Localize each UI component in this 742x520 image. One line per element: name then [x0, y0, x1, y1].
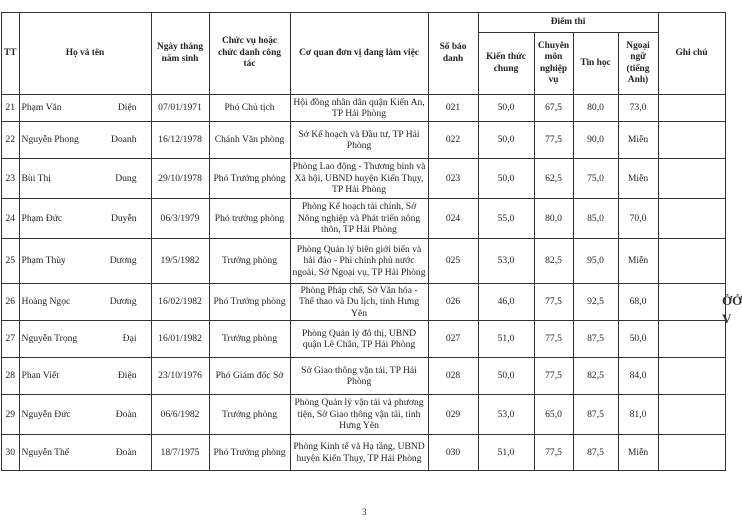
score-general: 50,0 — [478, 358, 534, 395]
row-position: Phó Trưởng phòng — [209, 284, 290, 321]
table-row — [2, 395, 726, 435]
row-notes — [658, 122, 725, 159]
row-agency: Sở Kế hoạch và Đầu tư, TP Hải Phòng — [290, 122, 428, 159]
table-row — [2, 159, 726, 199]
row-name — [19, 284, 151, 321]
row-tt: 29 — [2, 395, 20, 435]
score-general: 50,0 — [478, 159, 534, 199]
score-professional: 77,5 — [534, 122, 573, 159]
table-row — [2, 95, 726, 122]
given-name: Đoàn — [115, 408, 137, 420]
given-name: Duyễn — [110, 212, 137, 224]
surname: Phạm Thùy — [21, 255, 66, 267]
row-notes — [658, 395, 725, 435]
row-notes — [658, 358, 725, 395]
row-candidate-no: 027 — [428, 321, 478, 358]
surname: Hoàng Ngọc — [21, 296, 71, 308]
row-dob: 18/7/1975 — [151, 435, 209, 471]
given-name: Doanh — [110, 134, 137, 146]
surname: Nguyễn Phong — [21, 134, 79, 146]
table-row — [2, 122, 726, 159]
surname: Nguyễn Đức — [21, 408, 71, 420]
score-english: 50,0 — [618, 321, 658, 358]
header-general: Kiến thức chung — [478, 33, 534, 95]
row-tt: 23 — [2, 159, 20, 199]
score-general: 50,0 — [478, 122, 534, 159]
row-agency: Phòng Lao động - Thương binh và Xã hội, UBND huyện Kiến Thụy, TP Hải Phòng — [290, 159, 428, 199]
given-name: Đại — [122, 333, 137, 345]
candidate-score-table — [1, 12, 726, 471]
score-it: 85,0 — [573, 199, 618, 239]
header-notes: Ghi chú — [658, 13, 725, 95]
row-tt: 24 — [2, 199, 20, 239]
row-agency: Phòng Kế hoạch tài chính, Sở Nông nghiệp và Phát triển nông thôn, TP Hải Phòng — [290, 199, 428, 239]
surname: Nguyễn Trọng — [21, 333, 78, 345]
table-row — [2, 358, 726, 395]
given-name: Dương — [109, 296, 137, 308]
score-english: Miễn — [618, 239, 658, 284]
row-candidate-no: 021 — [428, 95, 478, 122]
row-dob: 29/10/1978 — [151, 159, 209, 199]
score-professional: 82,5 — [534, 239, 573, 284]
score-professional: 65,0 — [534, 395, 573, 435]
row-notes — [658, 159, 725, 199]
surname: Phạm Văn — [21, 102, 62, 114]
score-professional: 67,5 — [534, 95, 573, 122]
row-notes — [658, 284, 725, 321]
score-english: Miễn — [618, 159, 658, 199]
row-candidate-no: 028 — [428, 358, 478, 395]
header-english: Ngoại ngữ (tiếng Anh) — [618, 33, 658, 95]
table-row — [2, 321, 726, 358]
row-name — [19, 395, 151, 435]
score-it: 75,0 — [573, 159, 618, 199]
row-agency: Sở Giao thông vận tải, TP Hải Phòng — [290, 358, 428, 395]
row-candidate-no: 026 — [428, 284, 478, 321]
row-position: Phó Chủ tịch — [209, 95, 290, 122]
row-name — [19, 159, 151, 199]
header-it: Tin học — [573, 33, 618, 95]
score-it: 87,5 — [573, 435, 618, 471]
row-candidate-no: 022 — [428, 122, 478, 159]
score-english: Miễn — [618, 122, 658, 159]
row-position: Chánh Văn phòng — [209, 122, 290, 159]
score-general: 50,0 — [478, 95, 534, 122]
row-dob: 07/01/1971 — [151, 95, 209, 122]
row-dob: 06/3/1979 — [151, 199, 209, 239]
table-row — [2, 199, 726, 239]
score-it: 95,0 — [573, 239, 618, 284]
surname: Phạm Đức — [21, 212, 63, 224]
row-position: Phó Giám đốc Sở — [209, 358, 290, 395]
given-name: Điện — [117, 370, 137, 382]
row-dob: 19/5/1982 — [151, 239, 209, 284]
row-agency: Phòng Quản lý biên giới biển và hải đảo - Phi chính phủ nước ngoài, Sở Ngoại vụ, TP Hải Phòng — [290, 239, 428, 284]
stamp-fragment: ỞỞ V — [722, 293, 742, 326]
score-it: 80,0 — [573, 95, 618, 122]
row-tt: 26 — [2, 284, 20, 321]
score-english: 70,0 — [618, 199, 658, 239]
row-tt: 21 — [2, 95, 20, 122]
row-name — [19, 321, 151, 358]
given-name: Đoàn — [115, 446, 137, 458]
row-candidate-no: 023 — [428, 159, 478, 199]
score-it: 92,5 — [573, 284, 618, 321]
row-agency: Phòng Kinh tế và Hạ tầng, UBND huyện Kiến Thụy, TP Hải Phòng — [290, 435, 428, 471]
row-position: Trưởng phòng — [209, 395, 290, 435]
row-notes — [658, 321, 725, 358]
row-name — [19, 95, 151, 122]
row-dob: 16/01/1982 — [151, 321, 209, 358]
score-english: Miễn — [618, 435, 658, 471]
score-professional: 77,5 — [534, 321, 573, 358]
row-name — [19, 239, 151, 284]
row-dob: 16/02/1982 — [151, 284, 209, 321]
row-tt: 22 — [2, 122, 20, 159]
row-dob: 16/12/1978 — [151, 122, 209, 159]
row-agency: Hội đồng nhân dân quận Kiến An, TP Hải Phòng — [290, 95, 428, 122]
row-position: Trưởng phòng — [209, 239, 290, 284]
row-candidate-no: 030 — [428, 435, 478, 471]
row-agency: Phòng Pháp chế, Sở Văn hóa - Thể thao và Du lịch, tỉnh Hưng Yên — [290, 284, 428, 321]
score-general: 53,0 — [478, 395, 534, 435]
header-candidate-no: Số báo danh — [428, 13, 478, 95]
row-dob: 23/10/1976 — [151, 358, 209, 395]
surname: Nguyễn Thế — [21, 446, 70, 458]
score-it: 87,5 — [573, 321, 618, 358]
header-scores: Điểm thi — [478, 13, 658, 33]
score-general: 53,0 — [478, 239, 534, 284]
row-tt: 28 — [2, 358, 20, 395]
row-notes — [658, 95, 725, 122]
row-position: Phó Trưởng phòng — [209, 435, 290, 471]
row-position: Phó trưởng phòng — [209, 199, 290, 239]
row-tt: 25 — [2, 239, 20, 284]
table-row — [2, 435, 726, 471]
score-english: 81,0 — [618, 395, 658, 435]
surname: Bùi Thị — [21, 172, 51, 184]
row-notes — [658, 239, 725, 284]
given-name: Dương — [109, 255, 137, 267]
score-english: 84,0 — [618, 358, 658, 395]
score-professional: 77,5 — [534, 435, 573, 471]
row-candidate-no: 029 — [428, 395, 478, 435]
row-name — [19, 358, 151, 395]
row-name — [19, 435, 151, 471]
row-notes — [658, 435, 725, 471]
row-agency: Phòng Quản lý đô thị, UBND quận Lê Chân, TP Hải Phòng — [290, 321, 428, 358]
page-number: 3 — [362, 507, 367, 517]
row-candidate-no: 025 — [428, 239, 478, 284]
row-tt: 30 — [2, 435, 20, 471]
given-name: Dung — [115, 172, 137, 184]
score-english: 68,0 — [618, 284, 658, 321]
score-general: 55,0 — [478, 199, 534, 239]
header-position: Chức vụ hoặc chức danh công tác — [209, 13, 290, 95]
row-candidate-no: 024 — [428, 199, 478, 239]
row-name — [19, 122, 151, 159]
row-tt: 27 — [2, 321, 20, 358]
score-it: 87,5 — [573, 395, 618, 435]
row-position: Trưởng phòng — [209, 321, 290, 358]
score-english: 73,0 — [618, 95, 658, 122]
score-it: 82,5 — [573, 358, 618, 395]
score-general: 51,0 — [478, 321, 534, 358]
row-notes — [658, 199, 725, 239]
table-row — [2, 284, 726, 321]
row-agency: Phòng Quản lý vận tải và phương tiện, Sở Giao thông vận tải, tỉnh Hưng Yên — [290, 395, 428, 435]
score-professional: 77,5 — [534, 358, 573, 395]
score-professional: 80,0 — [534, 199, 573, 239]
header-professional: Chuyên môn nghiệp vụ — [534, 33, 573, 95]
header-name: Họ và tên — [19, 13, 151, 95]
header-dob: Ngày tháng năm sinh — [151, 13, 209, 95]
score-general: 51,0 — [478, 435, 534, 471]
header-tt: TT — [2, 13, 20, 95]
score-professional: 77,5 — [534, 284, 573, 321]
row-dob: 06/6/1982 — [151, 395, 209, 435]
row-name — [19, 199, 151, 239]
score-it: 90,0 — [573, 122, 618, 159]
table-row — [2, 239, 726, 284]
header-agency: Cơ quan đơn vị đang làm việc — [290, 13, 428, 95]
surname: Phan Viết — [21, 370, 59, 382]
score-general: 46,0 — [478, 284, 534, 321]
score-professional: 62,5 — [534, 159, 573, 199]
given-name: Diện — [117, 102, 137, 114]
row-position: Phó Trưởng phòng — [209, 159, 290, 199]
